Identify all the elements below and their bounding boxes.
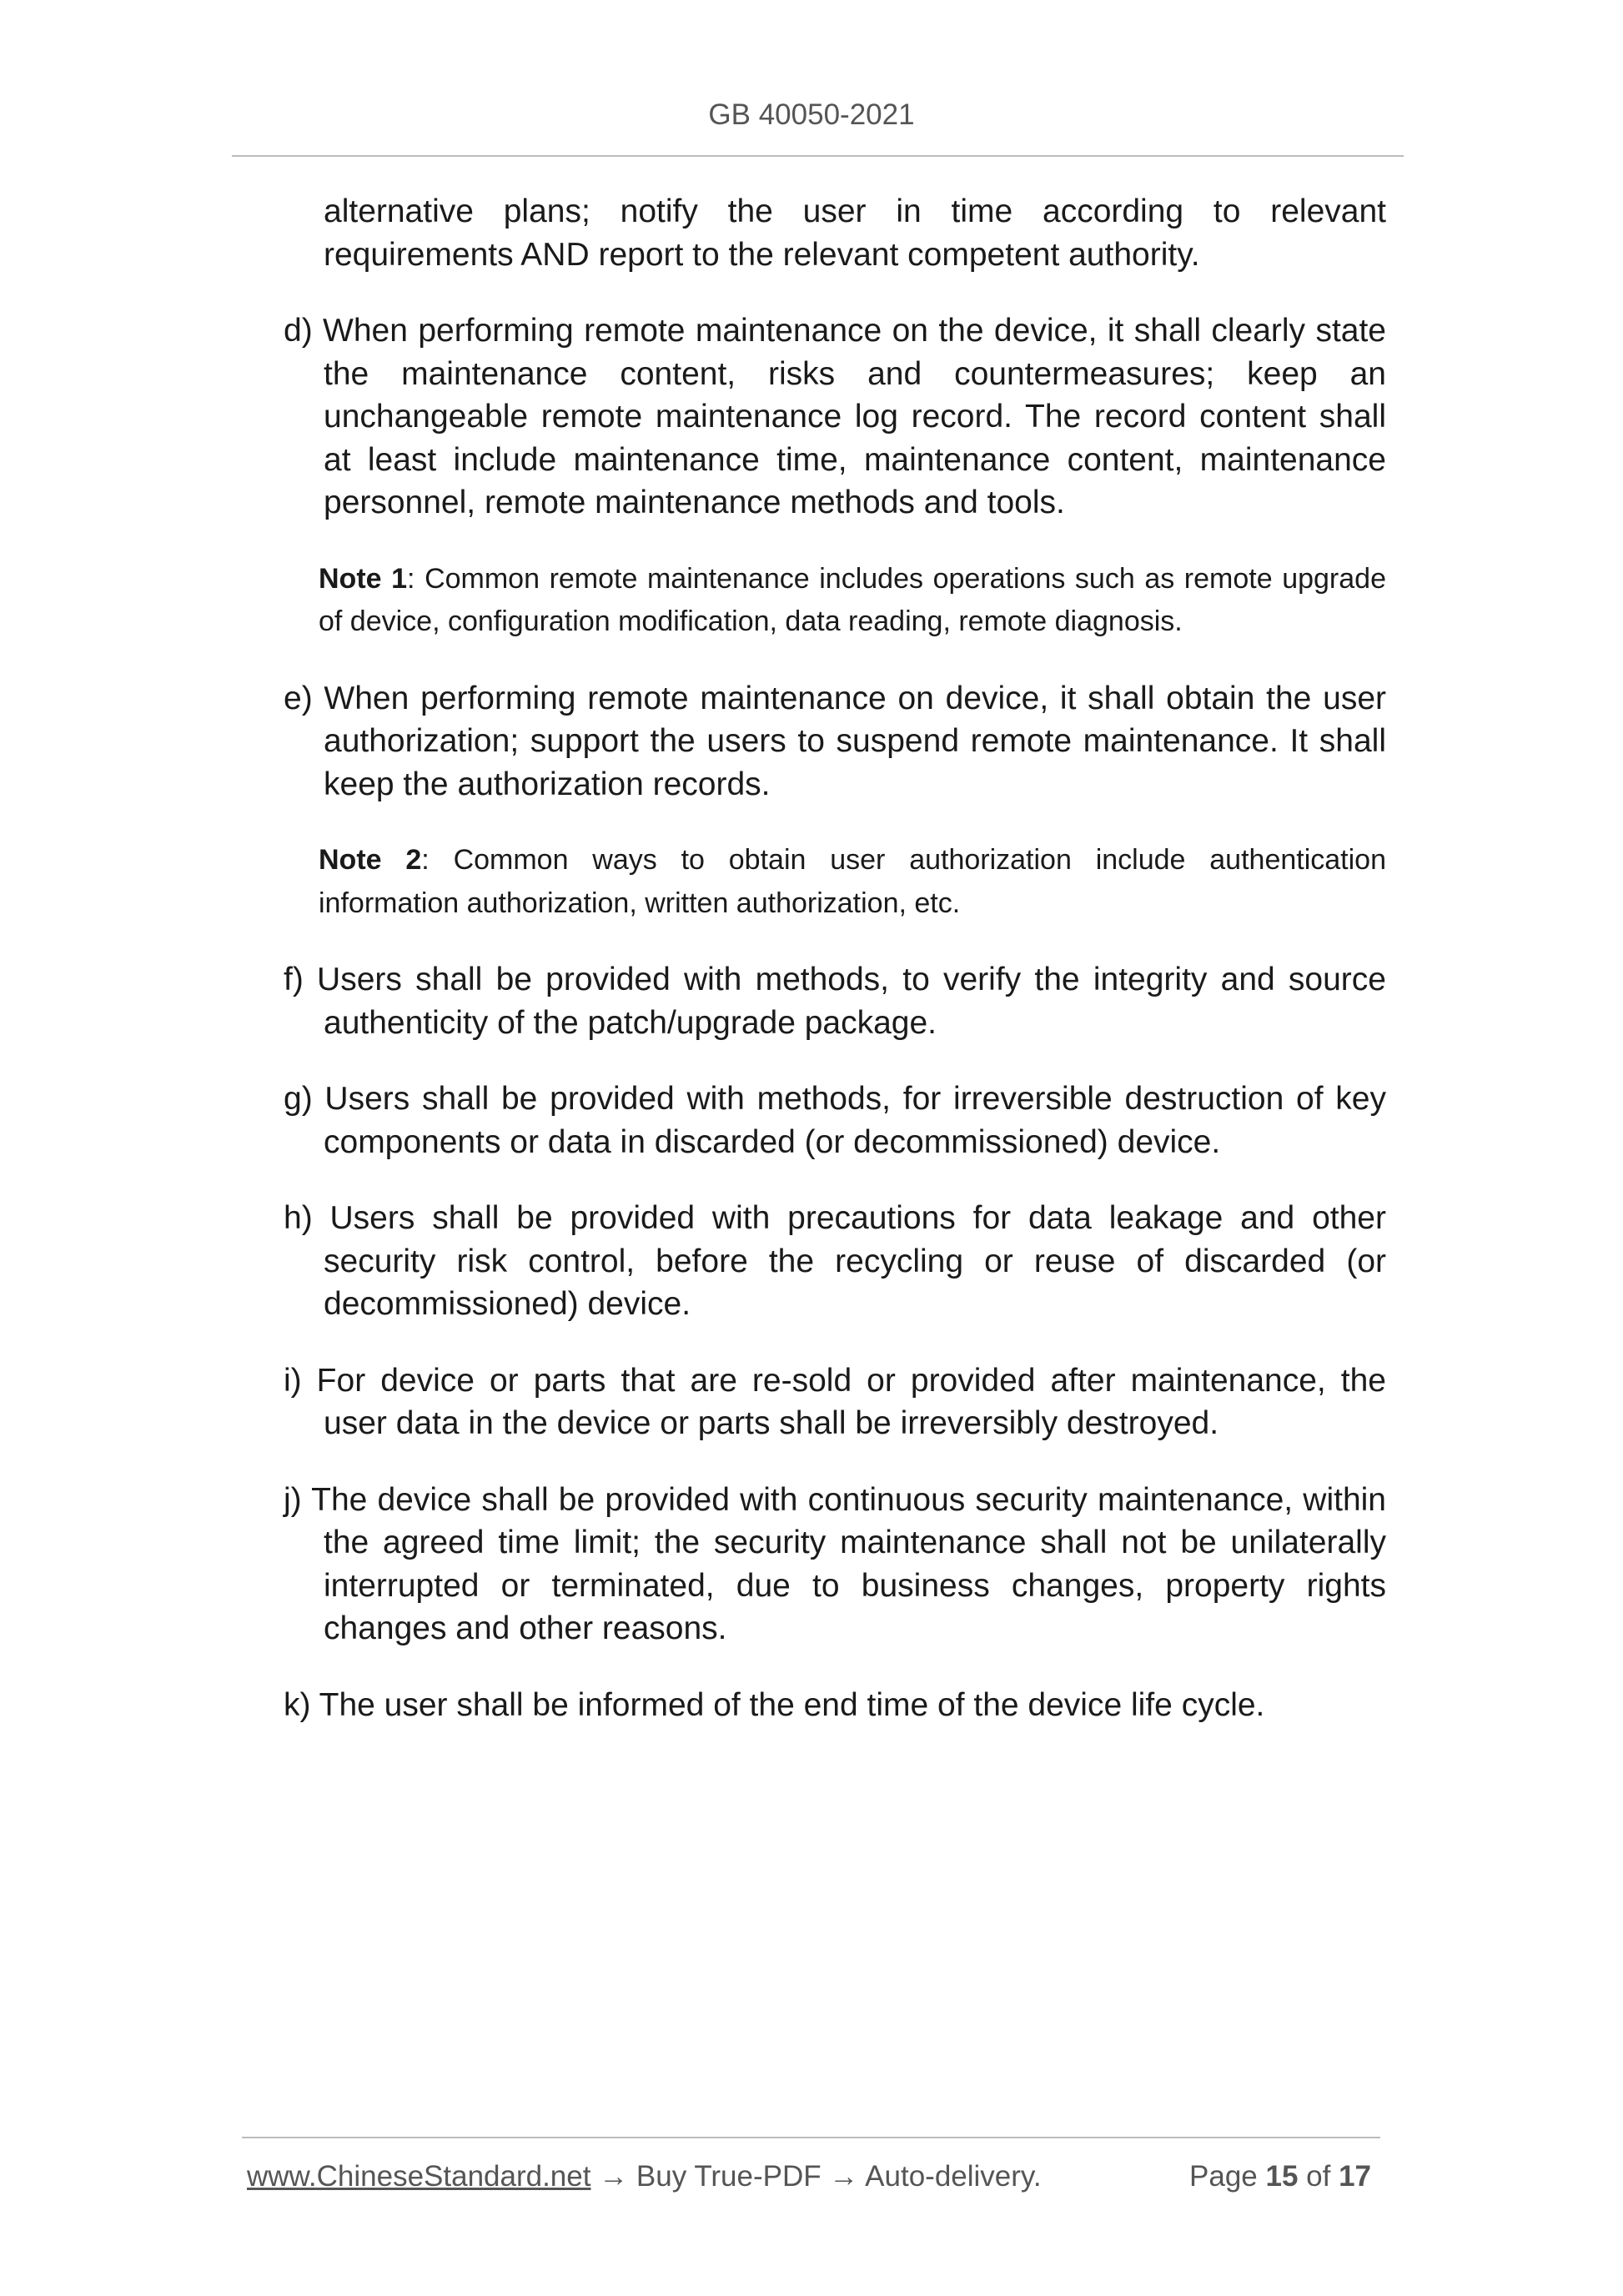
page-word: Page (1189, 2160, 1266, 2193)
note-1-text: : Common remote maintenance includes operations such as remote upgrade of device, configuration modification, data reading, remote diagnosis. (319, 562, 1386, 637)
note-1-label: Note 1 (319, 562, 408, 595)
list-item-j: j) The device shall be provided with continuous security maintenance, within the agreed time limit; the security maintenance shall not be unilaterally interrupted or terminated, due to business changes, property rights changes and other reasons. (284, 1481, 1386, 1646)
website-link[interactable]: www.ChineseStandard.net (247, 2160, 591, 2193)
list-item-h: h) Users shall be provided with precautions for data leakage and other security risk control, before the recycling or reuse of discarded (or decommissioned) device. (284, 1200, 1386, 1322)
paragraph-lead: alternative plans; notify the user in time according to relevant requirements AND report to the relevant competent authority. (324, 193, 1386, 273)
note-2 (319, 839, 1386, 925)
note-2-label: Note 2 (319, 844, 422, 876)
note-2-text: : Common ways to obtain user authorization include authentication information authorization, written authorization, etc. (319, 844, 1386, 919)
footer-divider (242, 2137, 1380, 2138)
document-body (284, 190, 1386, 1760)
list-item-e: e) When performing remote maintenance on device, it shall obtain the user authorization; support the users to suspend remote maintenance. It shall keep the authorization records. (284, 680, 1386, 802)
page-total: 17 (1339, 2160, 1371, 2193)
list-item-i: i) For device or parts that are re-sold or provided after maintenance, the user data in the device or parts shall be irreversibly destroyed. (284, 1362, 1386, 1441)
list-item-g: g) Users shall be provided with methods, for irreversible destruction of key components or data in discarded (or decommissioned) device. (284, 1081, 1386, 1160)
footer-tagline: → Buy True-PDF → Auto-delivery. (590, 2160, 1042, 2193)
header-divider (232, 155, 1404, 157)
list-item-k: k) The user shall be informed of the end time of the device life cycle. (284, 1686, 1265, 1723)
page-number (1189, 2160, 1371, 2193)
list-item-f: f) Users shall be provided with methods, to verify the integrity and source authenticity of the patch/upgrade package. (284, 962, 1386, 1041)
page-current: 15 (1265, 2160, 1299, 2193)
page-header-doc-id: GB 40050-2021 (708, 98, 915, 131)
note-1 (319, 558, 1386, 644)
footer-promo (247, 2160, 1042, 2193)
page-of-word: of (1298, 2160, 1339, 2193)
list-item-d: d) When performing remote maintenance on the device, it shall clearly state the maintenance content, risks and countermeasures; keep an unchangeable remote maintenance log record. The record content shall at least include maintenance time, maintenance content, maintenance personnel, remote maintenance methods and tools. (284, 313, 1386, 520)
